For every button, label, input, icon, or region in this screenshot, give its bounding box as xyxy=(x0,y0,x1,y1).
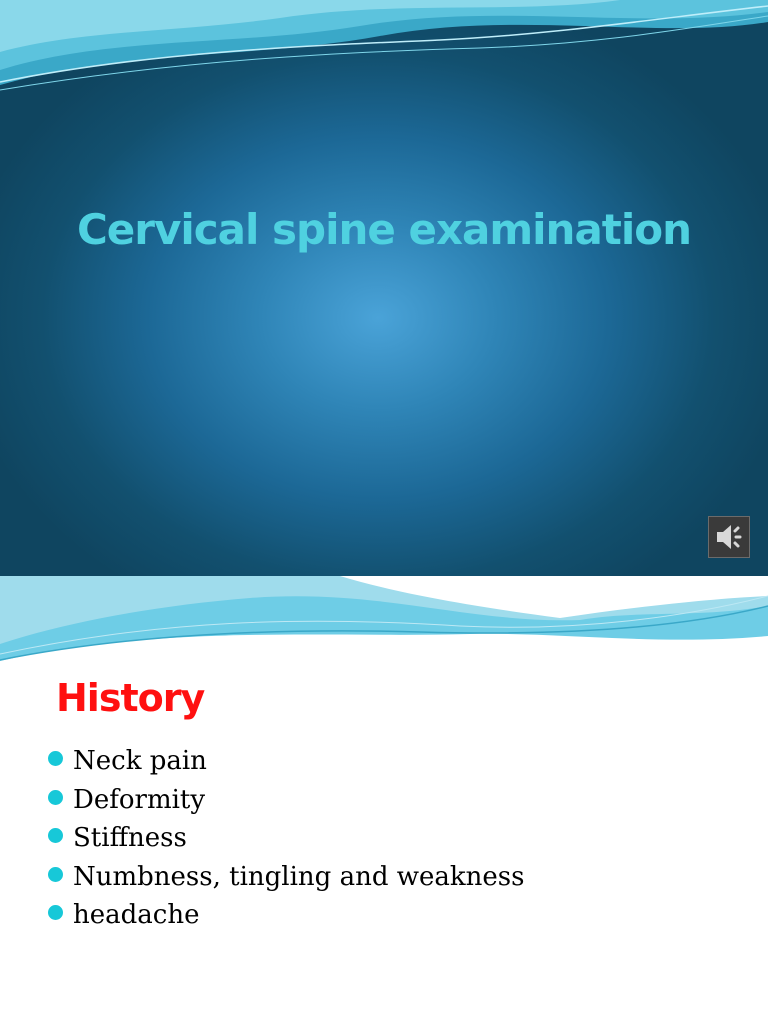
list-item-text: Deformity xyxy=(73,784,206,815)
slide-title: History xyxy=(56,676,205,720)
list-item-text: Neck pain xyxy=(73,746,207,776)
slide-2 xyxy=(0,576,768,1024)
list-item-text: Numbness, tingling and weakness xyxy=(73,861,525,892)
list-item-text: Stiffness xyxy=(73,823,187,853)
list-item xyxy=(48,860,524,899)
list-item xyxy=(48,898,524,937)
header-wave-decoration xyxy=(0,576,768,676)
bullet-dot-icon xyxy=(48,867,63,882)
bullet-list xyxy=(48,744,524,937)
list-item-text: headache xyxy=(73,900,200,930)
slide-title: Cervical spine examination xyxy=(76,205,692,254)
audio-button[interactable] xyxy=(708,516,750,558)
bullet-dot-icon xyxy=(48,828,63,843)
bullet-dot-icon xyxy=(48,751,63,766)
speaker-icon xyxy=(709,517,749,557)
bullet-dot-icon xyxy=(48,905,63,920)
list-item xyxy=(48,744,524,783)
list-item xyxy=(48,821,524,860)
header-wave-decoration xyxy=(0,0,768,100)
bullet-dot-icon xyxy=(48,790,63,805)
list-item xyxy=(48,783,524,822)
